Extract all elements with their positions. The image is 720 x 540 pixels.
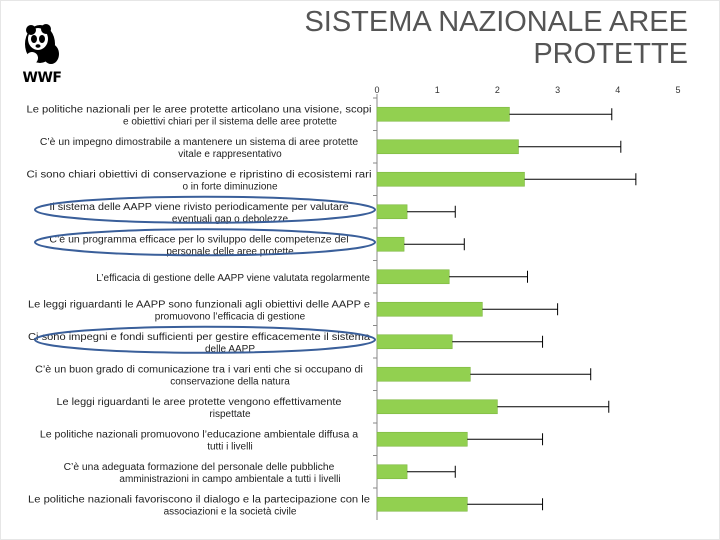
- bar: [377, 432, 467, 446]
- bar: [377, 172, 524, 186]
- x-tick-label: 0: [374, 85, 380, 95]
- category-label: Ci sono chiari obiettivi di conservazione e ripristino di ecosistemi rari: [26, 169, 372, 181]
- category-label: delle AAPP: [204, 343, 256, 355]
- bar: [377, 335, 452, 349]
- bar: [377, 400, 497, 414]
- category-label: C’è un buon grado di comunicazione tra i vari enti che si occupano di: [35, 364, 363, 376]
- wwf-logo-text: WWF: [22, 70, 62, 86]
- category-label: tutti i livelli: [207, 441, 253, 453]
- category-label: L’efficacia di gestione delle AAPP viene valutata regolarmente: [96, 272, 370, 284]
- category-label: Le politiche nazionali favoriscono il dialogo e la partecipazione con le: [28, 494, 371, 506]
- category-label: Le leggi riguardanti le AAPP sono funzionali agli obiettivi delle AAPP e: [28, 299, 371, 311]
- x-tick-label: 1: [434, 85, 440, 95]
- category-label: e obiettivi chiari per il sistema delle aree protette: [123, 116, 337, 128]
- bar: [377, 465, 407, 479]
- category-label: conservazione della natura: [170, 376, 290, 388]
- category-label: associazioni e la società civile: [163, 506, 297, 518]
- bar: [377, 237, 404, 251]
- bar: [377, 140, 518, 154]
- category-label: C’è una adeguata formazione del personale delle pubbliche: [63, 461, 335, 473]
- category-label: Le politiche nazionali promuovono l’educazione ambientale diffusa a: [39, 429, 359, 441]
- page-title-line2: PROTETTE: [533, 38, 688, 70]
- bar: [377, 270, 449, 284]
- bar: [377, 302, 482, 316]
- category-label: Ci sono impegni e fondi sufficienti per gestire efficacemente il sistema: [28, 331, 371, 343]
- bar: [377, 107, 509, 121]
- category-label: amministrazioni in campo ambientale a tutti i livelli: [119, 473, 341, 485]
- category-label: vitale e rappresentativo: [178, 148, 282, 160]
- bar: [377, 497, 467, 511]
- category-label: Le leggi riguardanti le aree protette vengono effettivamente: [56, 396, 342, 408]
- category-label: C’è un impegno dimostrabile a mantenere un sistema di aree protette: [39, 136, 359, 148]
- category-label: personale delle aree protette: [166, 246, 294, 258]
- bar: [377, 367, 470, 381]
- category-label: rispettate: [209, 408, 251, 420]
- category-label: eventuali gap o debolezze: [171, 213, 289, 225]
- category-label: Le politiche nazionali per le aree protette articolano una visione, scopi: [26, 104, 372, 116]
- x-tick-label: 4: [615, 85, 621, 95]
- category-label: C’è un programma efficace per lo sviluppo delle competenze del: [49, 234, 349, 246]
- bar: [377, 205, 407, 219]
- x-tick-label: 3: [555, 85, 561, 95]
- category-label: promuovono l’efficacia di gestione: [154, 311, 306, 323]
- category-label: o in forte diminuzione: [182, 181, 278, 193]
- x-tick-label: 2: [494, 85, 500, 95]
- page-title-line1: SISTEMA NAZIONALE AREE: [304, 6, 688, 38]
- category-label: Il sistema delle AAPP viene rivisto periodicamente per valutare: [49, 201, 350, 213]
- x-tick-label: 5: [675, 85, 681, 95]
